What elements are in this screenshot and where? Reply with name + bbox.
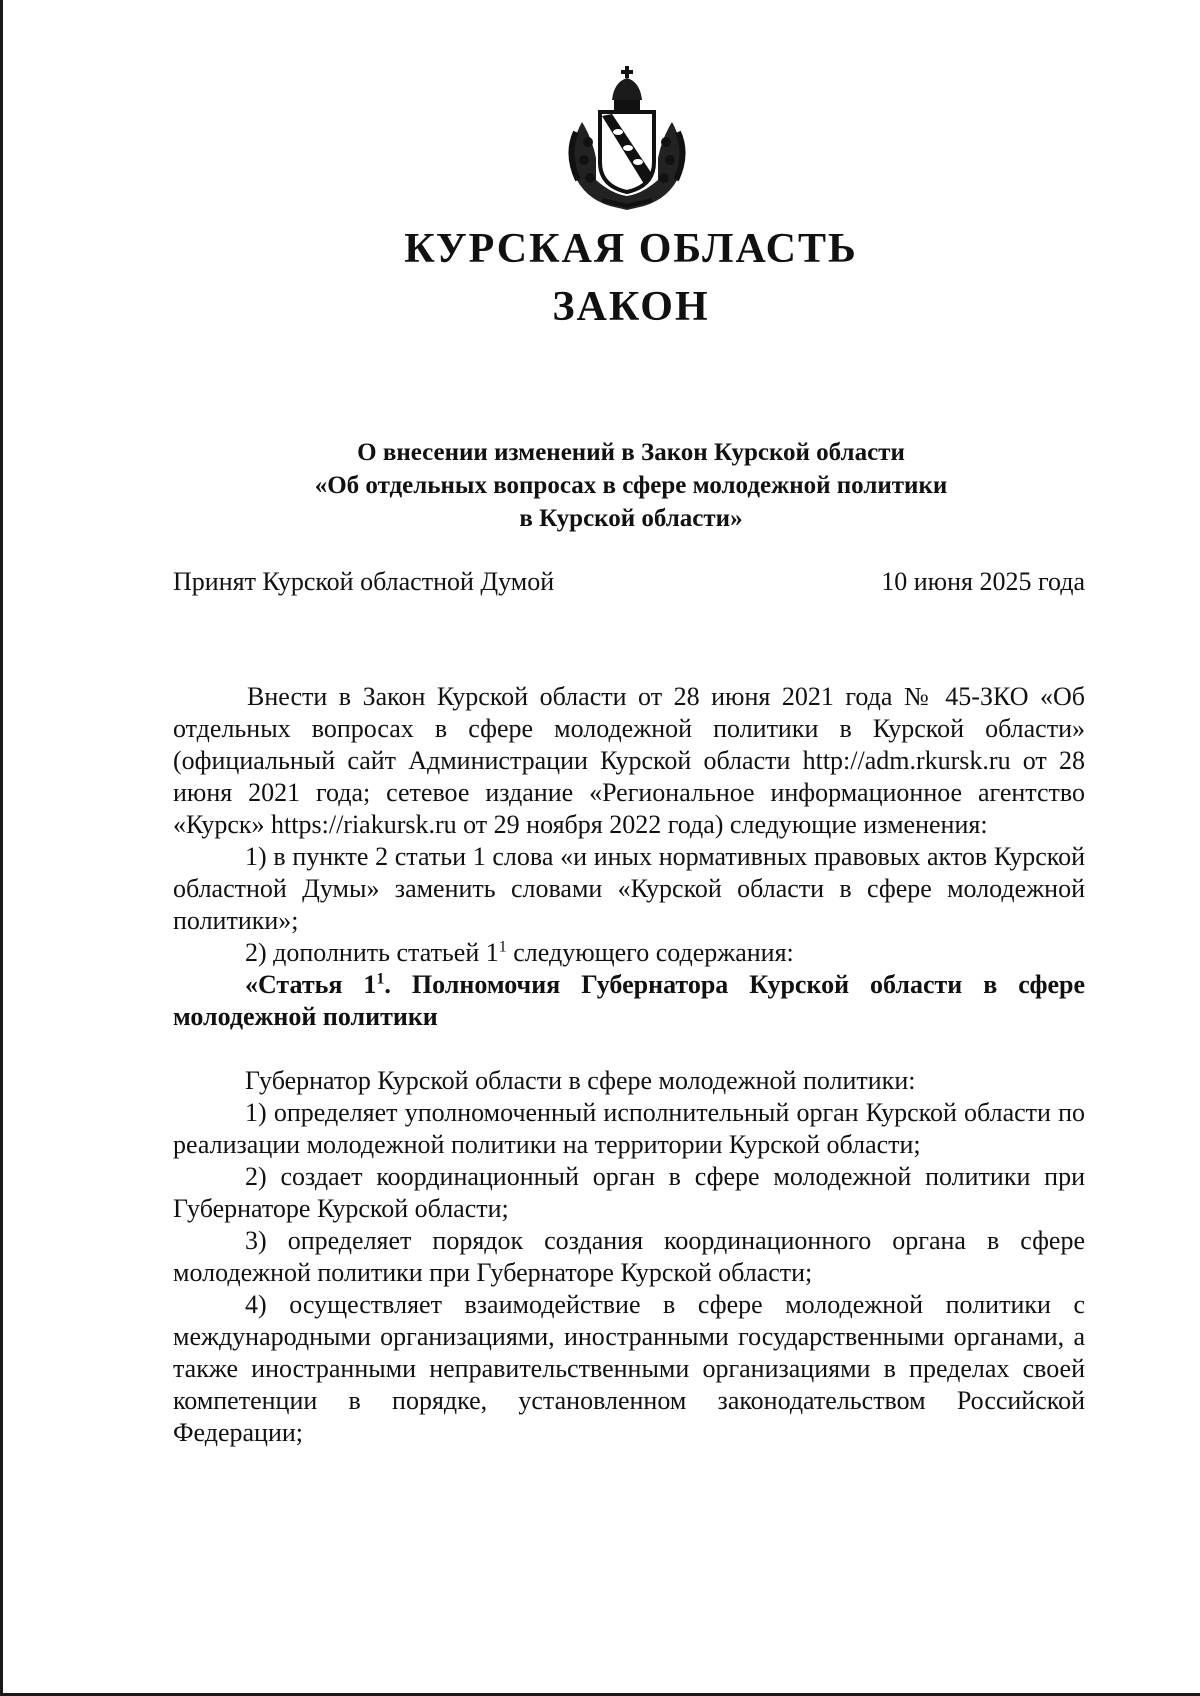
governor-powers-intro: Губернатор Курской области в сфере молодежной политики: xyxy=(245,1066,916,1095)
adopted-by: Принят Курской областной Думой xyxy=(173,567,555,596)
power-number: 3) xyxy=(245,1226,267,1255)
document-type-title: ЗАКОН xyxy=(552,284,710,330)
subject-line: «Об отдельных вопросах в сфере молодежной политики xyxy=(314,472,948,499)
power-number: 1) xyxy=(245,1098,267,1127)
amendment-item-1: 1) в пункте 2 статьи 1 слова «и иных нормативных правовых актов Курской областной Думы» заменить словами «Курской области в сфере молодежной политики»; xyxy=(173,842,1085,935)
power-item xyxy=(173,1225,1085,1289)
power-number: 4) xyxy=(245,1290,267,1319)
region-title: КУРСКАЯ ОБЛАСТЬ xyxy=(404,226,858,272)
power-text: осуществляет взаимодействие в сфере молодежной политики с международными организациями, иностранными государственными органами, а также иностранными неправительственными организациями в пределах своей компетенции в порядке, установленном законодательством Российской Федерации; xyxy=(173,1290,1085,1447)
amendment-item-2 xyxy=(173,937,1085,969)
superscript: 1 xyxy=(498,938,507,956)
power-item xyxy=(173,1289,1085,1449)
power-item xyxy=(173,1097,1085,1161)
power-number: 2) xyxy=(245,1162,267,1191)
power-item xyxy=(173,1161,1085,1225)
superscript: 1 xyxy=(376,970,385,988)
power-text: создает координационный орган в сфере молодежной политики при Губернаторе Курской области; xyxy=(173,1162,1086,1223)
intro-paragraph: Внести в Закон Курской области от 28 июня 2021 года № 45-ЗКО «Об отдельных вопросах в сфере молодежной политики в Курской области» (официальный сайт Администрации Курской области http://adm.rkursk.ru от 28 июня 2021 года; сетевое издание «Региональное информационное агентство «Курск» https://riakursk.ru от 29 ноября 2022 года) следующие изменения: xyxy=(173,682,1085,839)
item-2-text: 2) дополнить статьей 1 xyxy=(245,938,499,967)
adoption-date: 10 июня 2025 года xyxy=(881,567,1085,596)
power-text: определяет уполномоченный исполнительный орган Курской области по реализации молодежной политики на территории Курской области; xyxy=(173,1098,1085,1159)
article-heading-text: «Статья 1 xyxy=(245,970,377,999)
subject-line: в Курской области» xyxy=(519,505,743,532)
item-2-text: следующего содержания: xyxy=(506,938,794,967)
power-text: определяет порядок создания координационного органа в сфере молодежной политики при Губернаторе Курской области; xyxy=(173,1226,1086,1287)
subject-line: О внесении изменений в Закон Курской области xyxy=(357,439,905,466)
law-body xyxy=(173,681,1085,1449)
article-heading xyxy=(173,969,1085,1033)
coat-of-arms-icon xyxy=(562,62,692,212)
article-heading-text: . Полномочия Губернатора Курской области в сфере молодежной политики xyxy=(173,970,1086,1031)
law-subject-title xyxy=(240,436,1022,535)
